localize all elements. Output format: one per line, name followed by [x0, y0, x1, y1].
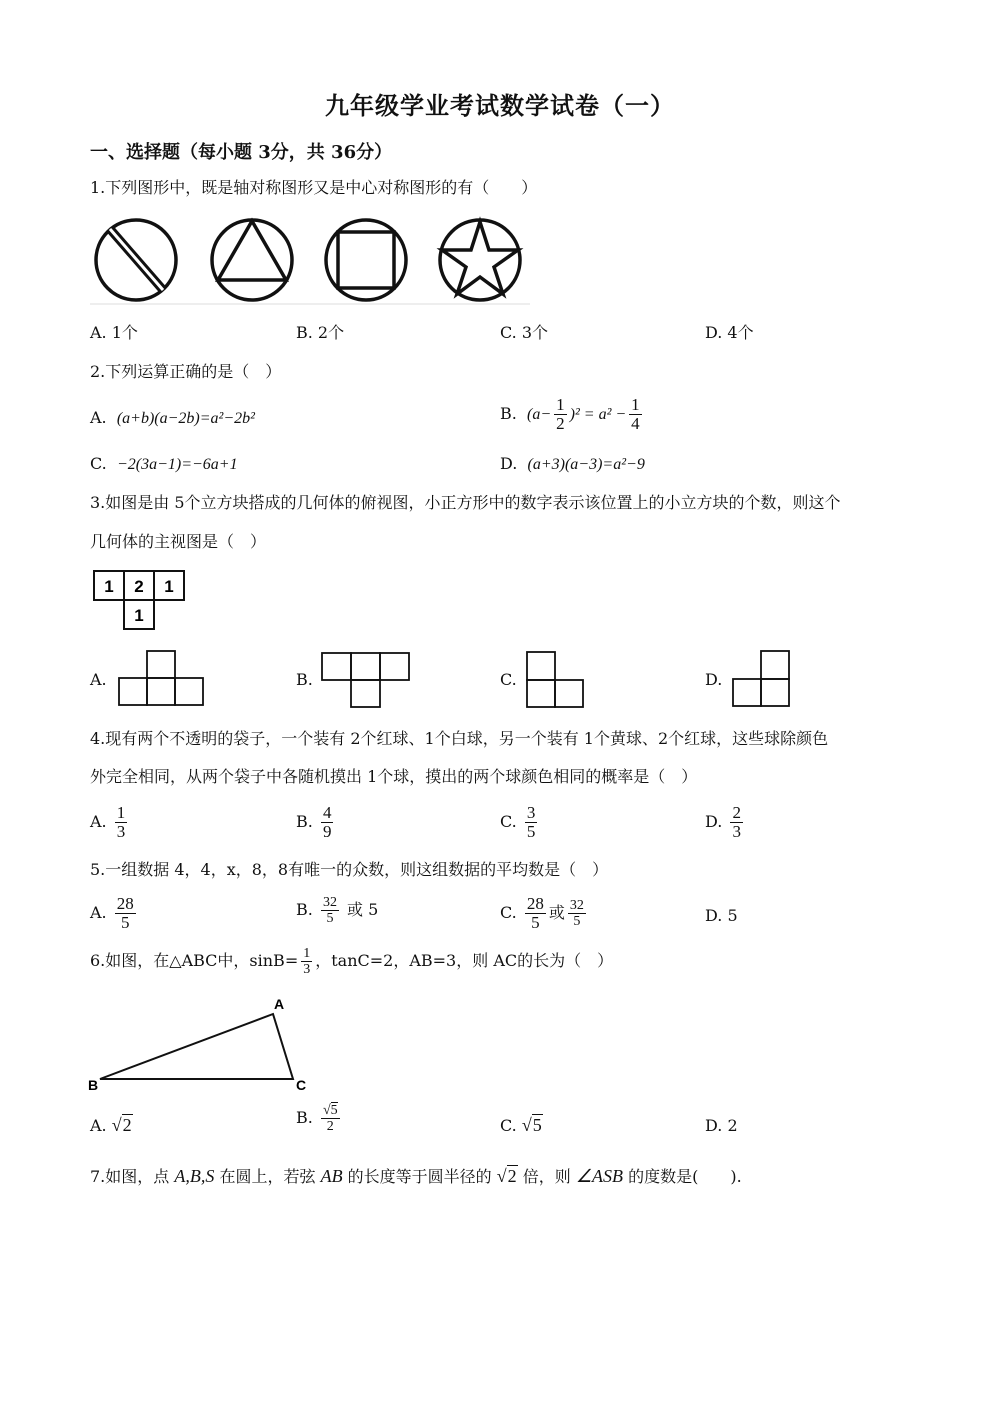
q7-stem-mid3: 倍，则 [522, 1167, 571, 1186]
q5-option-d-label: D. [705, 906, 723, 925]
q3-top-view-grid [93, 570, 189, 632]
page-title: 九年级学业考试数学试卷（一） [325, 91, 675, 120]
q5-option-d-value: 5 [727, 906, 738, 925]
q2-option-d-expr: (a+3)(a−3)=a²−9 [527, 456, 645, 473]
q5-option-c-mid: 或 [548, 903, 565, 922]
q4-option-b-label: B. [296, 812, 313, 831]
q2-option-c-expr: −2(3a−1)=−6a+1 [116, 456, 238, 473]
q2-option-c-label: C. [90, 454, 107, 473]
q2-option-a-expr: (a+b)(a−2b)=a²−2b² [116, 410, 255, 427]
q7-sqrt: √2 [496, 1166, 517, 1186]
q4-option-d-frac: $\frac{2}{3}$ [732, 803, 741, 841]
q2-option-b-left: (a− [527, 406, 552, 423]
q6-option-a-label: A. [90, 1116, 107, 1135]
q1-option-a: A. 1个 [90, 323, 138, 342]
q6-option-b-frac: $\frac{√5}{2}$ [322, 1103, 338, 1134]
q5-option-c-label: C. [500, 903, 517, 922]
q6-stem-frac: $\frac{1}{3}$ [303, 946, 311, 977]
q1-option-d: D. 4个 [705, 323, 754, 342]
q2-option-b [500, 396, 645, 433]
q6-option-b [296, 1103, 343, 1134]
q7-points: A,B,S [174, 1166, 215, 1186]
q4-option-b-frac: $\frac{4}{9}$ [322, 803, 332, 841]
section-title: 一、选择题（每小题 3分，共 36分） [90, 142, 393, 163]
q6-option-d [705, 1116, 738, 1136]
q4-option-c-label: C. [500, 812, 517, 831]
q5-option-b-label: B. [296, 900, 313, 919]
q2-option-b-frac2: $\frac{1}{4}$ [631, 395, 640, 433]
q5-option-d [705, 906, 738, 926]
q1-stem: 1.下列图形中，既是轴对称图形又是中心对称图形的有（ ） [90, 178, 538, 197]
q2-option-d-label: D. [500, 454, 518, 473]
q6-option-a-sqrt: √2 [111, 1115, 132, 1135]
vertex-label-b: B [88, 1077, 99, 1093]
q4-option-a-label: A. [90, 812, 107, 831]
q2-option-b-frac1: $\frac{1}{2}$ [556, 395, 565, 433]
grid-number: 1 [164, 577, 174, 596]
q6-option-a [90, 1115, 133, 1136]
q2-option-a-label: A. [90, 408, 107, 427]
q7-stem-post: 的度数是( ). [628, 1167, 742, 1186]
q5-option-b [296, 895, 378, 926]
vertex-label-a: A [274, 996, 285, 1012]
q3-option-d-label: D. [705, 670, 723, 689]
q4-option-b [296, 804, 336, 841]
q3-option-d-figure [731, 649, 793, 709]
q5-option-c-frac2: $\frac{32}{5}$ [569, 898, 584, 929]
q6-stem [90, 946, 613, 977]
q2-stem: 2.下列运算正确的是（ ） [90, 362, 282, 381]
q7-chord: AB [320, 1166, 343, 1186]
q2-option-d [500, 454, 645, 475]
q2-option-a [90, 408, 255, 429]
q5-option-a-frac: $\frac{28}{5}$ [116, 894, 134, 932]
q7-angle: ∠ASB [575, 1166, 624, 1186]
grid-number: 2 [134, 577, 144, 596]
q4-option-c [500, 804, 540, 841]
vertex-label-c: C [296, 1077, 307, 1093]
q7-stem [90, 1166, 742, 1187]
q6-triangle-figure [86, 993, 316, 1095]
q4-option-c-frac: $\frac{3}{5}$ [526, 803, 536, 841]
q2-option-b-label: B. [500, 404, 517, 423]
q6-stem-post: ，tanC=2，AB=3，则 AC的长为（ ） [315, 951, 614, 970]
q3-stem-line1: 3.如图是由 5个立方块搭成的几何体的俯视图，小正方形中的数字表示该位置上的小立方块的个数，则这个 [90, 493, 841, 512]
q6-option-c-label: C. [500, 1116, 517, 1135]
q7-stem-mid2: 的长度等于圆半径的 [347, 1167, 492, 1186]
q5-option-a-label: A. [90, 903, 107, 922]
q3-option-b-figure [320, 651, 412, 711]
q3-option-c-figure [525, 650, 587, 710]
q4-option-a [90, 804, 130, 841]
q3-option-b-label: B. [296, 670, 313, 689]
q2-option-c [90, 454, 238, 475]
q6-option-c [500, 1115, 543, 1136]
q3-stem-line2: 几何体的主视图是（ ） [90, 532, 267, 551]
q4-option-d-label: D. [705, 812, 723, 831]
q4-stem-line2: 外完全相同，从两个袋子中各随机摸出 1个球，摸出的两个球颜色相同的概率是（ ） [90, 767, 698, 786]
q5-option-b-suffix: 或 5 [347, 900, 379, 919]
circle-with-slash-icon [96, 220, 176, 300]
q6-option-c-sqrt: √5 [521, 1115, 542, 1135]
q4-option-a-frac: $\frac{1}{3}$ [116, 803, 126, 841]
q5-option-c [500, 895, 589, 932]
q5-option-c-frac1: $\frac{28}{5}$ [526, 894, 544, 932]
q3-option-a-figure [117, 649, 207, 709]
q4-option-d [705, 804, 746, 841]
q1-figure [90, 214, 530, 308]
q6-stem-pre: 6.如图，在△ABC中，sinB= [90, 951, 299, 970]
q1-option-b: B. 2个 [296, 323, 345, 342]
q5-option-b-frac: $\frac{32}{5}$ [322, 895, 337, 926]
grid-number: 1 [104, 577, 114, 596]
circle-with-triangle-icon [212, 220, 292, 300]
q3-option-c-label: C. [500, 670, 517, 689]
q6-option-d-label: D. [705, 1116, 723, 1135]
q5-stem: 5.一组数据 4，4，x，8，8有唯一的众数，则这组数据的平均数是（ ） [90, 860, 609, 879]
q1-option-c: C. 3个 [500, 323, 549, 342]
q6-option-d-value: 2 [727, 1116, 738, 1135]
q2-option-b-mid: )² = a² − [569, 406, 627, 423]
q7-stem-mid1: 在圆上，若弦 [219, 1167, 316, 1186]
q4-stem-line1: 4.现有两个不透明的袋子，一个装有 2个红球、1个白球，另一个装有 1个黄球、2个红球，这些球除颜色 [90, 729, 829, 748]
grid-number: 1 [134, 606, 144, 625]
circle-with-square-icon [326, 220, 406, 300]
circle-with-star-icon [440, 220, 520, 300]
q7-stem-pre: 7.如图，点 [90, 1167, 170, 1186]
q5-option-a [90, 895, 139, 932]
q3-option-a-label: A. [90, 670, 107, 689]
q6-option-b-label: B. [296, 1108, 313, 1127]
